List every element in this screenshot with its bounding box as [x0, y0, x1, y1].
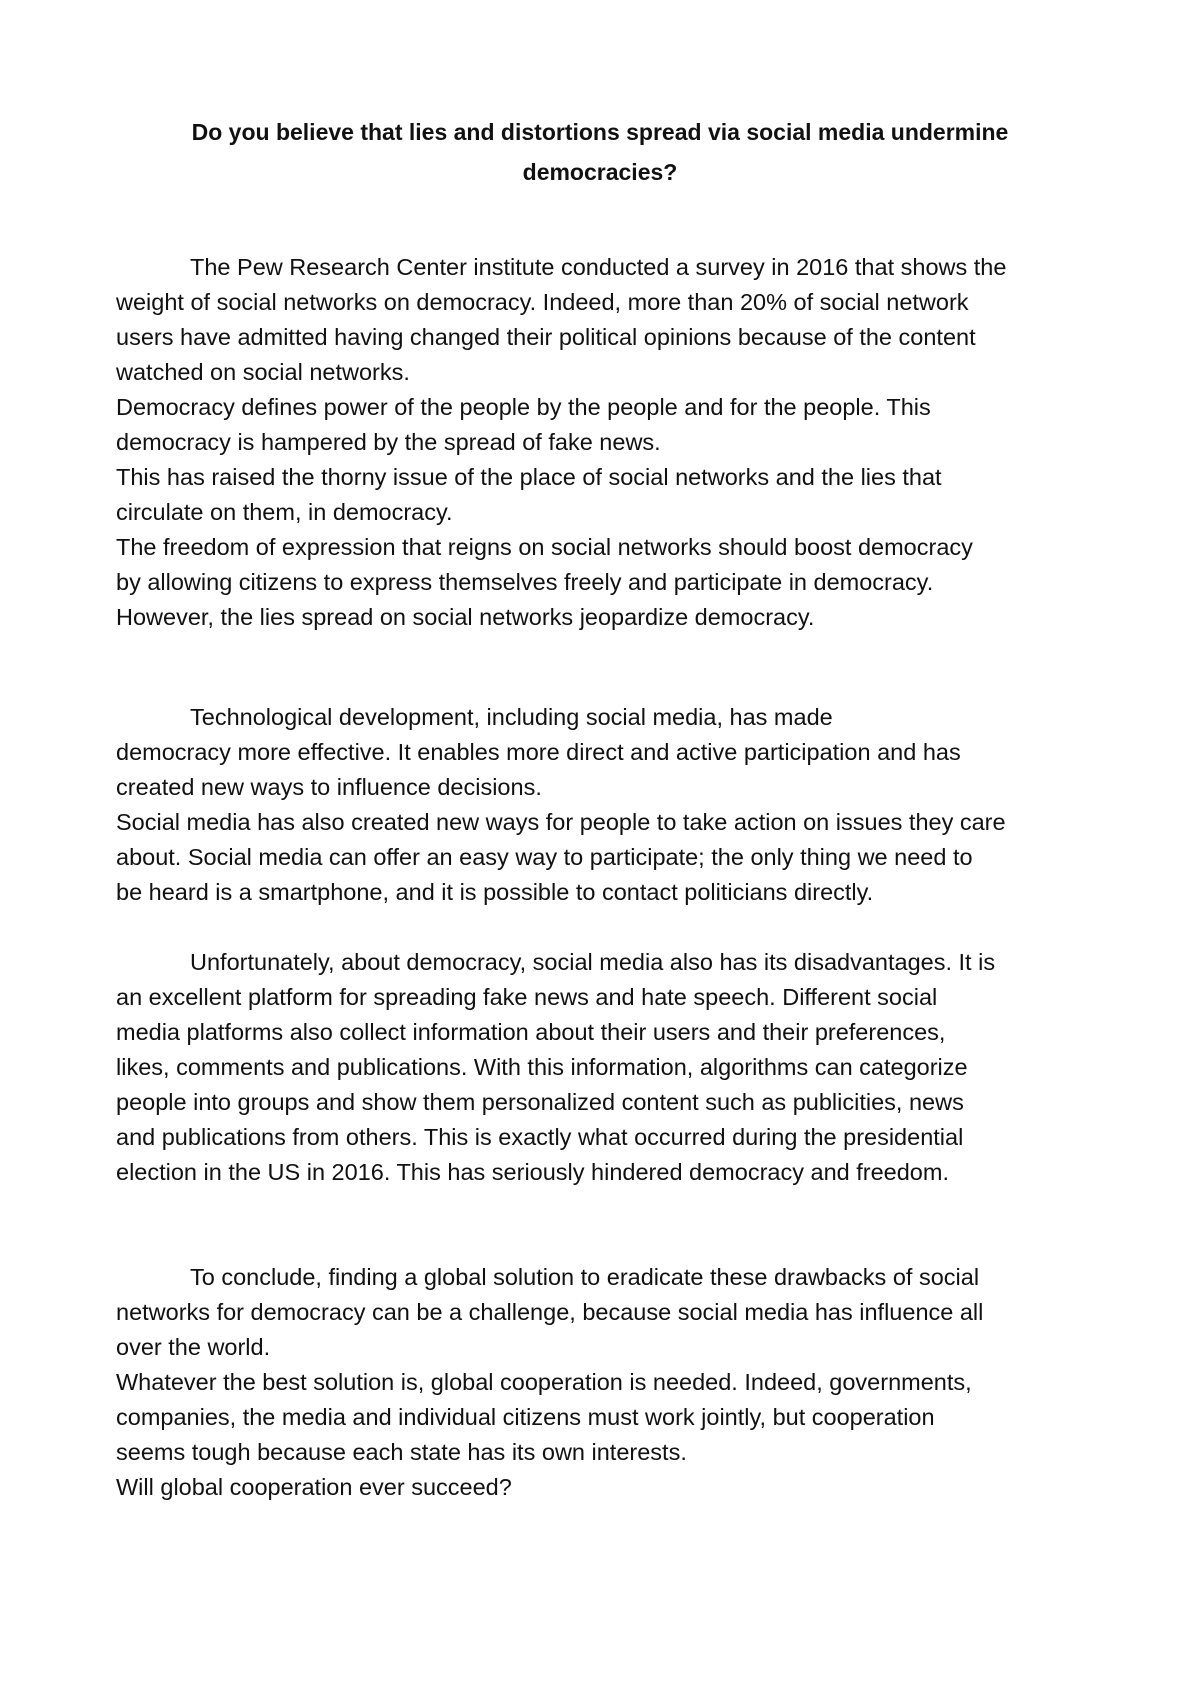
text-line: an excellent platform for spreading fake news and hate speech. Different social	[116, 984, 938, 1010]
text-line: Technological development, including social media, has made	[190, 704, 833, 730]
paragraph-technological-development	[116, 700, 1106, 910]
paragraph-pew-research	[116, 250, 1106, 635]
document-title	[150, 112, 1050, 192]
text-line: over the world.	[116, 1334, 271, 1360]
text-line: weight of social networks on democracy. Indeed, more than 20% of social network	[116, 289, 969, 315]
text-line: The freedom of expression that reigns on social networks should boost democracy	[116, 534, 973, 560]
paragraph-disadvantages	[116, 945, 1106, 1190]
text-line: by allowing citizens to express themselves freely and participate in democracy.	[116, 569, 934, 595]
text-line: Unfortunately, about democracy, social media also has its disadvantages. It is	[190, 949, 996, 975]
text-line: election in the US in 2016. This has seriously hindered democracy and freedom.	[116, 1159, 949, 1185]
text-line: people into groups and show them personalized content such as publicities, news	[116, 1089, 964, 1115]
text-line: seems tough because each state has its own interests.	[116, 1439, 687, 1465]
text-line: be heard is a smartphone, and it is possible to contact politicians directly.	[116, 879, 874, 905]
text-line: watched on social networks.	[116, 359, 410, 385]
text-line: networks for democracy can be a challenge, because social media has influence all	[116, 1299, 984, 1325]
title-line: Do you believe that lies and distortions spread via social media undermine	[191, 119, 1009, 145]
text-line: However, the lies spread on social networks jeopardize democracy.	[116, 604, 815, 630]
text-line: This has raised the thorny issue of the place of social networks and the lies that	[116, 464, 942, 490]
text-line: created new ways to influence decisions.	[116, 774, 542, 800]
text-line: Whatever the best solution is, global cooperation is needed. Indeed, governments,	[116, 1369, 972, 1395]
text-line: Social media has also created new ways for people to take action on issues they care	[116, 809, 1006, 835]
text-line: circulate on them, in democracy.	[116, 499, 453, 525]
title-line: democracies?	[522, 159, 678, 185]
paragraph-conclusion	[116, 1260, 1106, 1505]
text-line: Will global cooperation ever succeed?	[116, 1474, 512, 1500]
text-line: media platforms also collect information about their users and their preferences,	[116, 1019, 946, 1045]
text-line: and publications from others. This is exactly what occurred during the presidential	[116, 1124, 964, 1150]
text-line: democracy is hampered by the spread of fake news.	[116, 429, 661, 455]
text-line: users have admitted having changed their political opinions because of the content	[116, 324, 976, 350]
text-line: democracy more effective. It enables more direct and active participation and has	[116, 739, 961, 765]
text-line: To conclude, finding a global solution to eradicate these drawbacks of social	[190, 1264, 980, 1290]
text-line: likes, comments and publications. With this information, algorithms can categorize	[116, 1054, 968, 1080]
text-line: Democracy defines power of the people by the people and for the people. This	[116, 394, 931, 420]
text-line: companies, the media and individual citizens must work jointly, but cooperation	[116, 1404, 935, 1430]
text-line: about. Social media can offer an easy way to participate; the only thing we need to	[116, 844, 973, 870]
text-line: The Pew Research Center institute conducted a survey in 2016 that shows the	[190, 254, 1007, 280]
